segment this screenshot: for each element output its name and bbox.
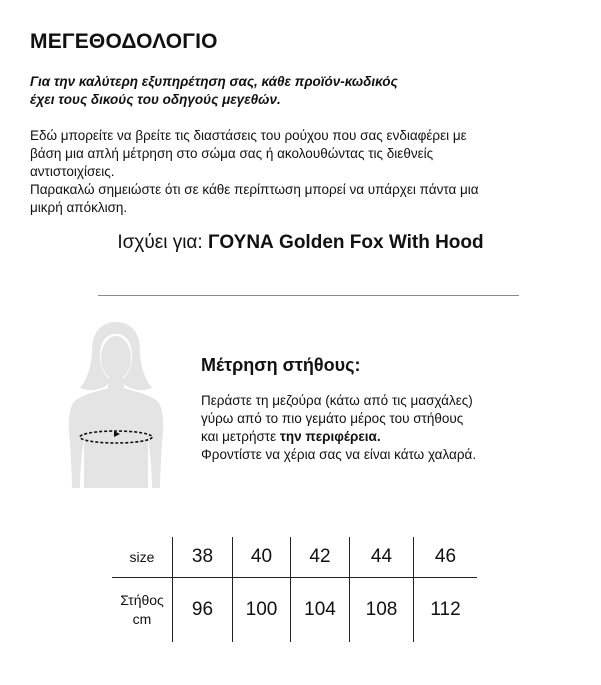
size-cell: 42 <box>291 537 350 578</box>
intro-line: βάση μια απλή μέτρηση στο σώμα σας ή ακολουθώντας τις διεθνείς <box>30 146 434 161</box>
size-cell: 40 <box>233 537 291 578</box>
measurement-line: Περάστε τη μεζούρα (κάτω από τις μασχάλες) <box>201 393 473 408</box>
applies-prefix: Ισχύει για: <box>117 232 208 253</box>
chest-label-text: Στήθος <box>120 592 164 608</box>
intro-line: Παρακαλώ σημειώστε ότι σε κάθε περίπτωση μπορεί να υπάρχει πάντα μια <box>30 182 479 197</box>
measurement-title: Μέτρηση στήθους: <box>201 355 361 375</box>
applies-to <box>0 232 601 254</box>
measurement-line: γύρω από το πιο γεμάτο μέρος του στήθους <box>201 411 464 426</box>
section-divider <box>98 295 519 296</box>
chest-cell: 100 <box>233 578 291 643</box>
intro-line: Εδώ μπορείτε να βρείτε τις διαστάσεις του ρούχου που σας ενδιαφέρει με <box>30 128 467 143</box>
size-cell: 44 <box>350 537 414 578</box>
intro-highlight-line: Για την καλύτερη εξυπηρέτηση σας, κάθε προϊόν-κωδικός <box>30 74 398 89</box>
intro-text <box>30 127 575 217</box>
chest-cell: 96 <box>173 578 233 643</box>
intro-highlight-line: έχει τους δικούς του οδηγούς μεγεθών. <box>30 92 281 107</box>
chest-cell: 112 <box>414 578 478 643</box>
chest-row-label <box>112 578 173 643</box>
page-title: ΜΕΓΕΘΟΔΟΛΟΓΙΟ <box>30 30 218 53</box>
chest-cell: 108 <box>350 578 414 643</box>
intro-line: μικρή απόκλιση. <box>30 200 128 215</box>
chest-label-unit: cm <box>132 611 152 627</box>
measurement-instructions <box>201 392 561 464</box>
size-row-label: size <box>112 537 173 578</box>
intro-highlight <box>30 73 570 109</box>
measurement-emphasis: την περιφέρεια. <box>279 429 381 444</box>
chest-cell: 104 <box>291 578 350 643</box>
size-cell: 46 <box>414 537 478 578</box>
intro-line: αντιστοιχίσεις. <box>30 164 115 179</box>
product-name: ΓΟΥΝΑ Golden Fox With Hood <box>207 232 484 253</box>
torso-silhouette-icon <box>62 320 170 490</box>
measurement-line-prefix: και μετρήστε <box>201 429 280 444</box>
size-row <box>112 537 477 578</box>
size-cell: 38 <box>173 537 233 578</box>
chest-row <box>112 578 477 643</box>
measurement-line: Φροντίστε να χέρια σας να είναι κάτω χαλαρά. <box>201 447 477 462</box>
size-table <box>112 537 477 642</box>
measurement-line <box>201 428 561 446</box>
